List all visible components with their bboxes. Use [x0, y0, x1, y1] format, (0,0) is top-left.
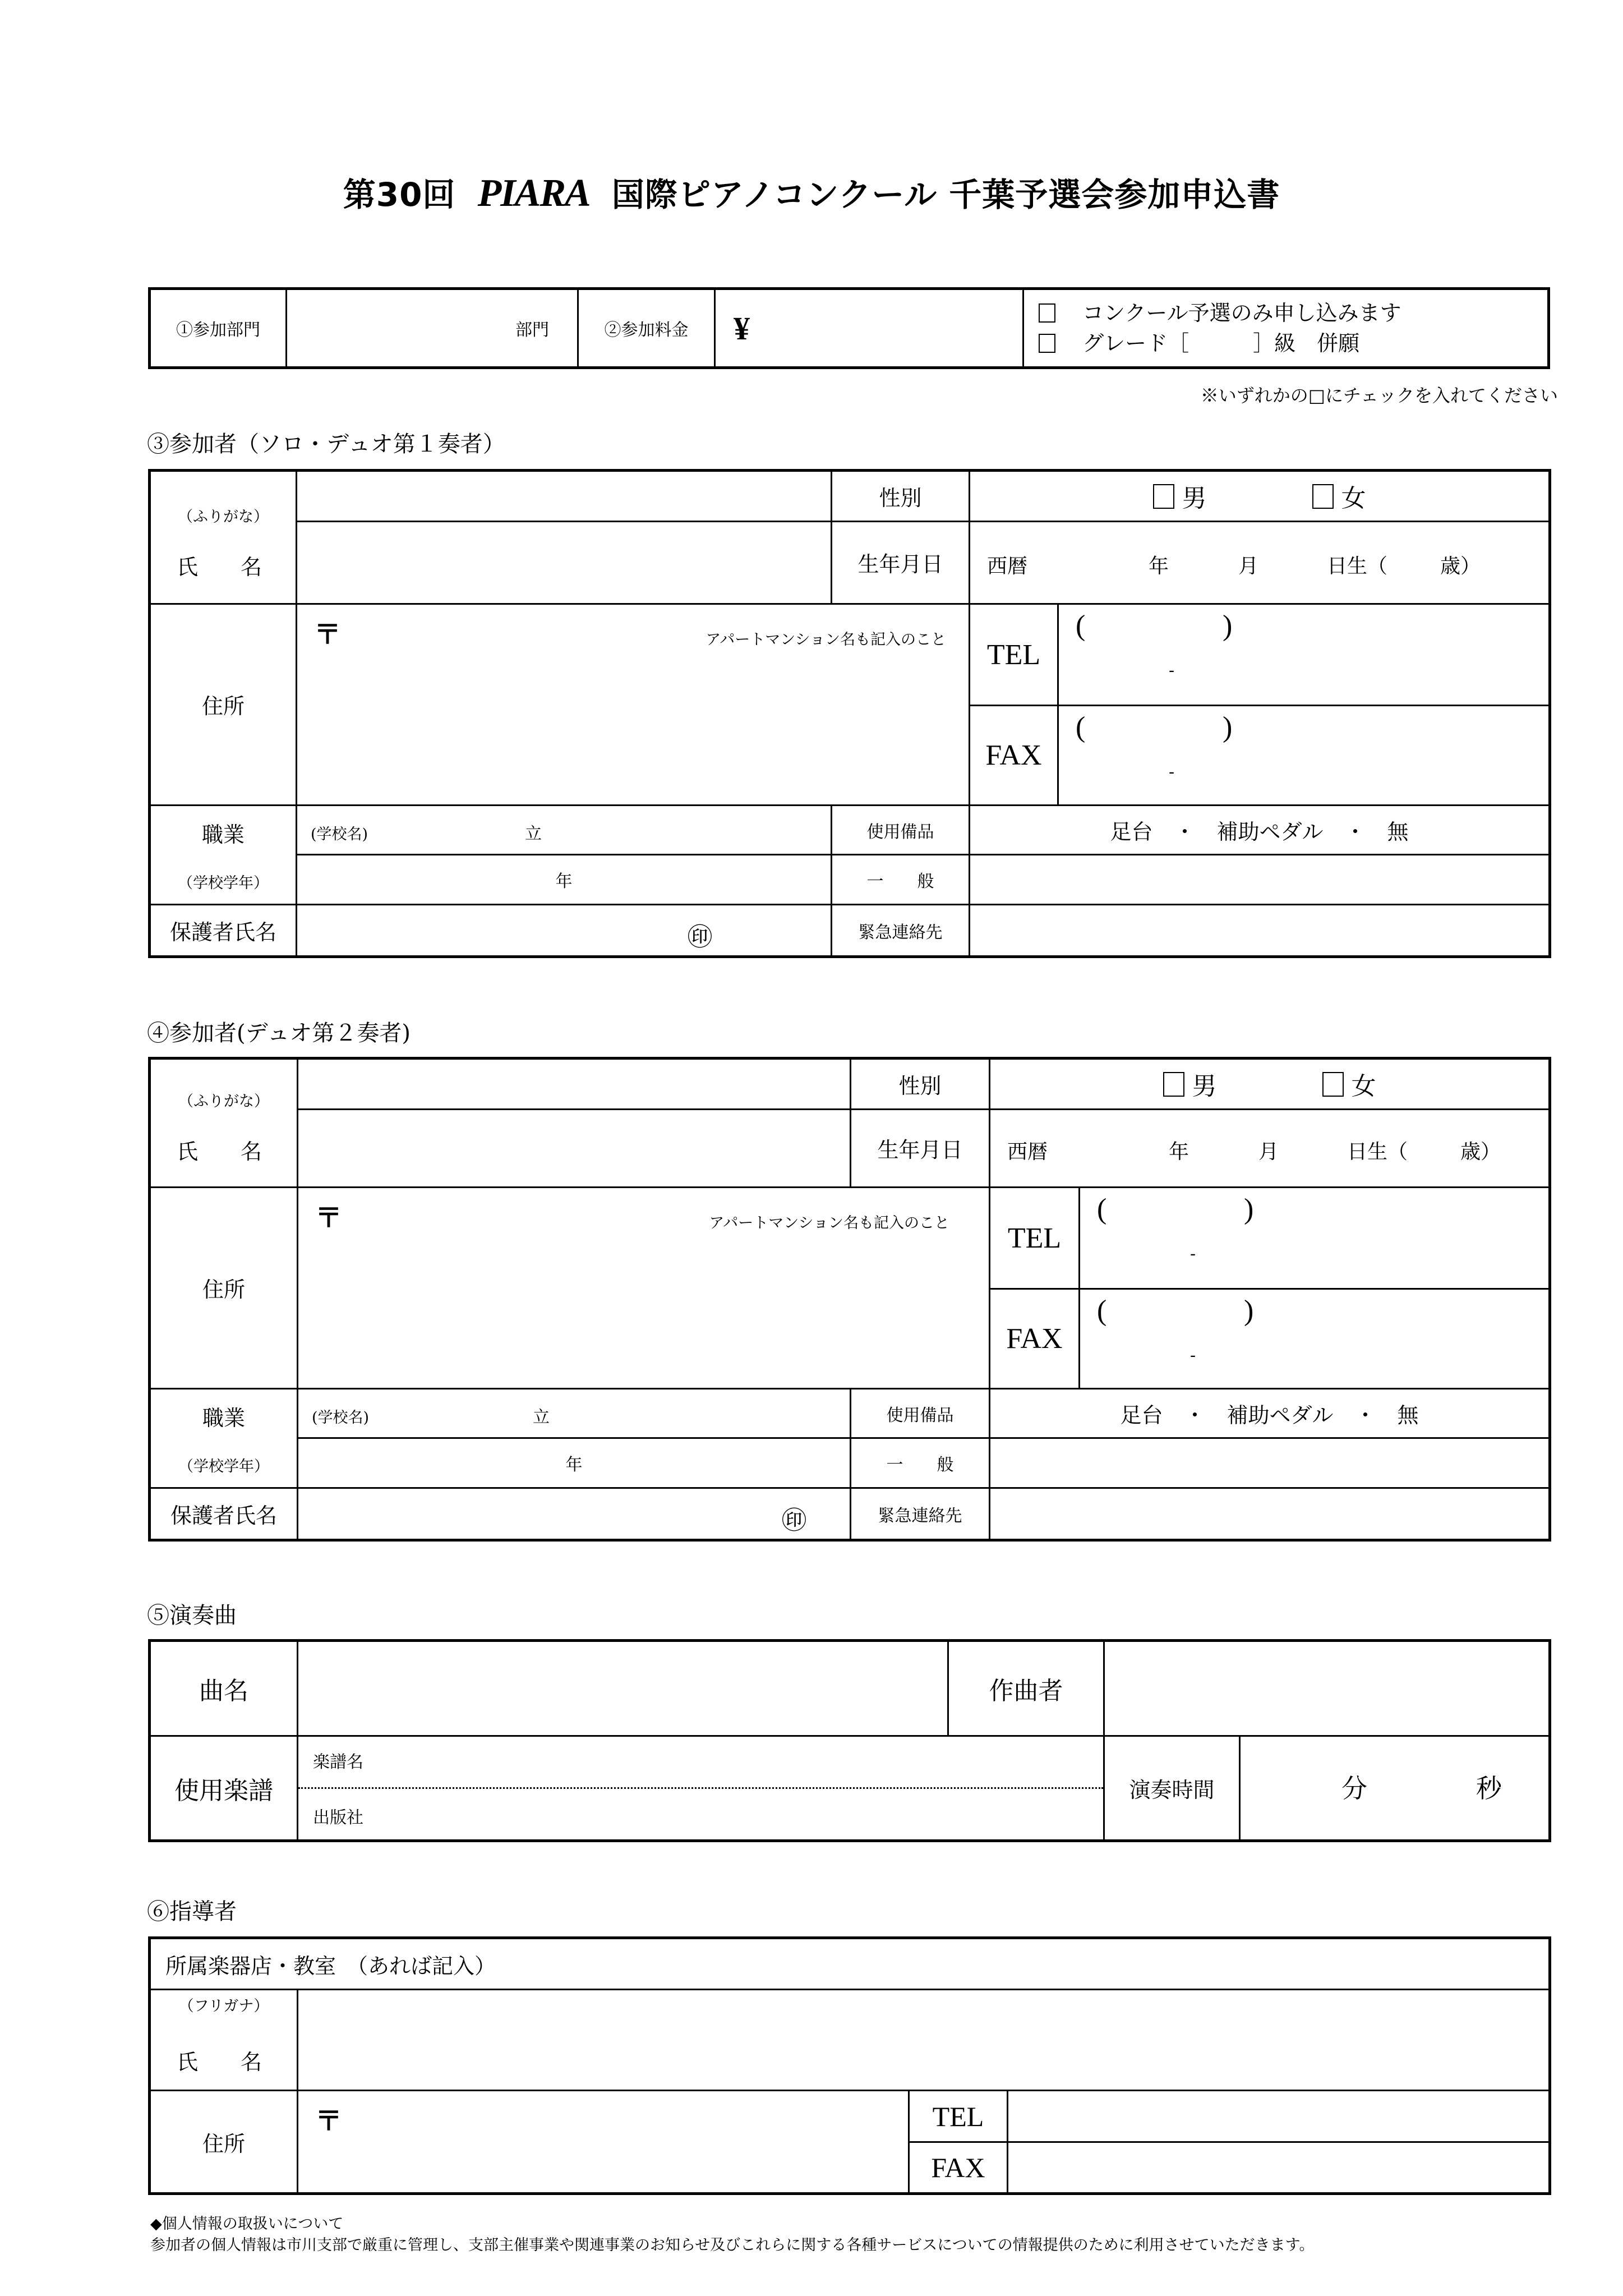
teacher-fax-label: FAX — [909, 2142, 1008, 2194]
division-label: ①参加部門 — [150, 289, 287, 368]
teacher-address-field[interactable] — [298, 2091, 909, 2194]
name-label: 氏 名 — [177, 555, 262, 579]
emergency-label: 緊急連絡先 — [832, 905, 970, 957]
checkbox-icon[interactable] — [1039, 303, 1055, 323]
gender-options — [970, 471, 1550, 522]
occupation-label-cell — [150, 1388, 298, 1488]
teacher-name-label-cell — [150, 1990, 298, 2091]
publisher-field[interactable]: 出版社 — [313, 1808, 363, 1828]
privacy-heading: ◆個人情報の取扱いについて — [150, 2215, 344, 2233]
teacher-table — [148, 1936, 1551, 2195]
furigana-label: （フリガナ） — [178, 1997, 269, 2015]
piece-heading: ⑤演奏曲 — [147, 1603, 237, 1628]
occupation-label: 職業 — [201, 822, 245, 847]
piara-logo: PIARA — [477, 172, 590, 215]
piece-title-label: 曲名 — [150, 1641, 298, 1736]
grade-field[interactable]: 年 — [297, 855, 832, 905]
minutes-label: 分 — [1341, 1773, 1367, 1803]
check-note: ※いずれかの□にチェックを入れてください — [1200, 385, 1558, 406]
division-suffix: 部門 — [515, 320, 549, 340]
gender-female-option[interactable]: 女 — [1312, 484, 1366, 513]
name-label: 氏 名 — [177, 1139, 262, 1164]
furigana-field[interactable] — [297, 471, 832, 522]
teacher-address-label: 住所 — [150, 2091, 298, 2194]
gender-label: 性別 — [832, 471, 970, 522]
entry-options — [1023, 289, 1549, 368]
equipment-label: 使用備品 — [851, 1388, 990, 1438]
piece-table — [148, 1639, 1551, 1842]
guardian-field[interactable] — [298, 1488, 851, 1540]
composer-label: 作曲者 — [948, 1641, 1104, 1736]
teacher-fax-field[interactable] — [1008, 2142, 1550, 2194]
general-field[interactable] — [970, 855, 1550, 905]
duration-field[interactable] — [1240, 1736, 1550, 1841]
participant1-heading: ③参加者（ソロ・デュオ第１奏者） — [147, 431, 505, 457]
guardian-label: 保護者氏名 — [150, 905, 297, 957]
school-name-field[interactable]: (学校名) 立 — [298, 1388, 851, 1438]
fax-field[interactable]: ( ) - — [1080, 1289, 1550, 1388]
birthdate-label: 生年月日 — [851, 1109, 990, 1187]
general-field[interactable] — [990, 1438, 1550, 1488]
checkbox-icon[interactable] — [1163, 1072, 1184, 1097]
tel-field[interactable]: ( ) - — [1080, 1187, 1550, 1289]
address-note: アパートマンション名も記入のこと — [706, 631, 946, 648]
fax-field[interactable]: ( ) - — [1058, 706, 1550, 805]
name-field[interactable] — [297, 521, 832, 604]
occupation-label: 職業 — [202, 1405, 245, 1430]
gender-options — [990, 1059, 1550, 1110]
yen-icon: ¥ — [734, 310, 750, 347]
checkbox-icon[interactable] — [1322, 1072, 1344, 1097]
checkbox-icon[interactable] — [1153, 484, 1174, 509]
privacy-body: 参加者の個人情報は市川支部で厳重に管理し、支部主催事業や関連事業のお知らせ及びこれらに関する各種サービスについての情報提供のために利用させていただきます。 — [150, 2237, 1315, 2254]
occupation-label-cell — [150, 805, 297, 904]
school-grade-label: （学校学年） — [178, 874, 269, 892]
affiliation-field[interactable] — [150, 1938, 1550, 1990]
fee-field[interactable] — [715, 289, 1023, 368]
title-suffix: 国際ピアノコンクール 千葉予選会参加申込書 — [611, 176, 1280, 214]
address-note: アパートマンション名も記入のこと — [709, 1214, 949, 1232]
name-label-cell — [150, 1059, 298, 1188]
address-label: 住所 — [150, 1187, 298, 1388]
guardian-field[interactable] — [297, 905, 832, 957]
emergency-field[interactable] — [970, 905, 1550, 957]
teacher-tel-label: TEL — [909, 2091, 1008, 2142]
fax-label: FAX — [970, 706, 1058, 805]
name-label-cell — [150, 471, 297, 604]
gender-male-option[interactable]: 男 — [1163, 1072, 1217, 1101]
name-label: 氏 名 — [177, 2049, 262, 2074]
composer-field[interactable] — [1104, 1641, 1550, 1736]
postal-mark-icon: 〒 — [314, 618, 342, 650]
school-grade-label: （学校学年） — [178, 1457, 269, 1475]
postal-mark-icon: 〒 — [315, 2105, 343, 2137]
guardian-label: 保護者氏名 — [150, 1488, 298, 1540]
postal-mark-icon: 〒 — [315, 1202, 343, 1234]
gender-female-option[interactable]: 女 — [1322, 1072, 1376, 1101]
gender-male-option[interactable]: 男 — [1153, 484, 1207, 513]
page-title — [0, 168, 1623, 216]
seal-icon: ㊞ — [782, 1506, 806, 1535]
participant2-table — [148, 1057, 1551, 1542]
seal-icon: ㊞ — [688, 923, 712, 952]
participant1-table — [148, 469, 1551, 958]
score-fields — [298, 1736, 1104, 1841]
division-field[interactable] — [287, 289, 578, 368]
title-prefix: 第30回 — [343, 176, 456, 214]
tel-field[interactable]: ( ) - — [1058, 604, 1550, 705]
participant2-heading: ④参加者(デュオ第２奏者) — [147, 1020, 411, 1046]
equipment-options[interactable]: 足台 ・ 補助ペダル ・ 無 — [990, 1388, 1550, 1438]
address-field[interactable] — [298, 1187, 990, 1388]
birthdate-field[interactable]: 西暦 年 月 日生（ 歳） — [990, 1109, 1550, 1187]
tel-label: TEL — [970, 604, 1058, 705]
duration-label: 演奏時間 — [1104, 1736, 1240, 1841]
teacher-name-field[interactable] — [298, 1990, 1550, 2091]
gender-label: 性別 — [851, 1059, 990, 1110]
option-grade-combined[interactable]: グレード［ ］級 併願 — [1039, 328, 1547, 358]
seconds-label: 秒 — [1476, 1773, 1502, 1803]
division-fee-table — [148, 287, 1550, 369]
checkbox-icon[interactable] — [1039, 334, 1055, 353]
score-label: 使用楽譜 — [150, 1736, 298, 1841]
teacher-tel-field[interactable] — [1008, 2091, 1550, 2142]
school-name-field[interactable]: (学校名) 立 — [297, 805, 832, 855]
furigana-label: （ふりがな） — [178, 508, 269, 526]
teacher-heading: ⑥指導者 — [147, 1899, 237, 1925]
birthdate-field[interactable]: 西暦 年 月 日生（ 歳） — [970, 521, 1550, 604]
option-preliminary-only[interactable]: コンクール予選のみ申し込みます — [1039, 298, 1547, 328]
emergency-label: 緊急連絡先 — [851, 1488, 990, 1540]
address-label: 住所 — [150, 604, 297, 805]
furigana-label: （ふりがな） — [178, 1093, 269, 1110]
fax-label: FAX — [990, 1289, 1080, 1388]
checkbox-icon[interactable] — [1312, 484, 1334, 509]
affiliation-label: 所属楽器店・教室 （あれば記入） — [165, 1953, 496, 1978]
birthdate-label: 生年月日 — [832, 521, 970, 604]
furigana-field[interactable] — [298, 1059, 851, 1110]
piece-title-field[interactable] — [298, 1641, 948, 1736]
privacy-notice — [150, 2214, 1315, 2256]
equipment-options[interactable]: 足台 ・ 補助ペダル ・ 無 — [970, 805, 1550, 855]
tel-label: TEL — [990, 1187, 1080, 1289]
fee-label: ②参加料金 — [578, 289, 715, 368]
emergency-field[interactable] — [990, 1488, 1550, 1540]
general-label: 一 般 — [851, 1438, 990, 1488]
equipment-label: 使用備品 — [832, 805, 970, 855]
address-field[interactable] — [297, 604, 970, 805]
name-field[interactable] — [298, 1109, 851, 1187]
general-label: 一 般 — [832, 855, 970, 905]
grade-field[interactable]: 年 — [298, 1438, 851, 1488]
score-name-field[interactable]: 楽譜名 — [298, 1737, 1103, 1789]
